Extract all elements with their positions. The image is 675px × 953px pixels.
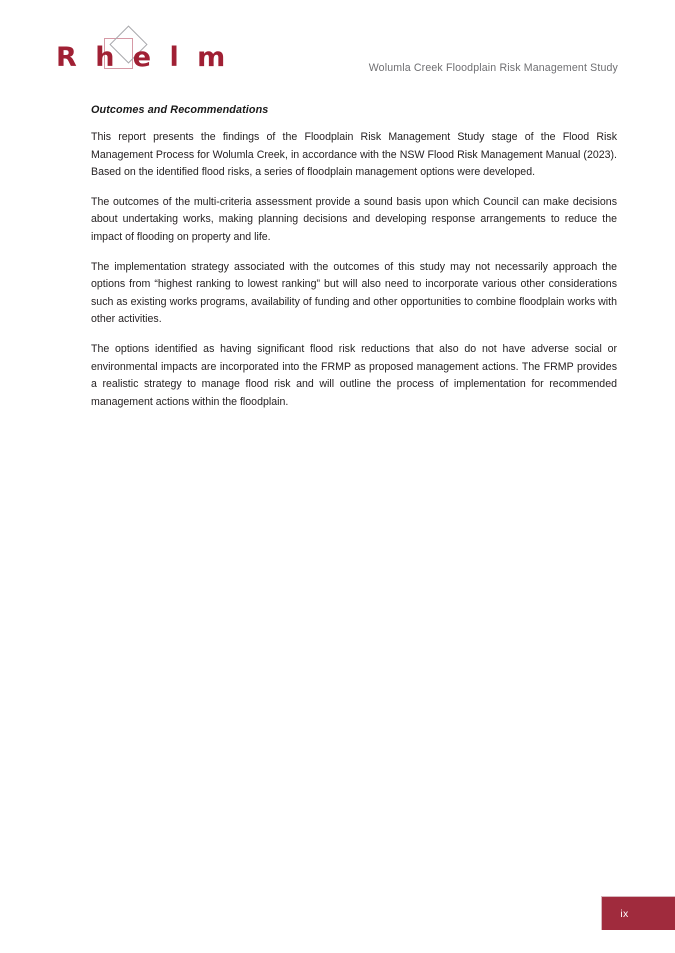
page-header bbox=[0, 0, 675, 96]
body-paragraph: The implementation strategy associated with the outcomes of this study may not necessarily approach the options from “highest ranking to lowest ranking” but will also need to incorporate various other considerations such as existing works programs, availability of funding and other opportunities to combine floodplain works with other activities. bbox=[91, 260, 617, 326]
section-heading: Outcomes and Recommendations bbox=[91, 104, 269, 116]
logo-wordmark: R h e l m bbox=[56, 42, 230, 73]
page-number: ix bbox=[620, 907, 629, 920]
body-paragraph: The outcomes of the multi-criteria assessment provide a sound basis upon which Council can make decisions about undertaking works, making planning decisions and developing response arrangements to reduce the impact of flooding on property and life. bbox=[91, 195, 617, 243]
footer-page-number-box bbox=[601, 896, 675, 930]
body-paragraph: The options identified as having significant flood risk reductions that also do not have adverse social or environmental impacts are incorporated into the FRMP as proposed management actions. The FRMP provides a realistic strategy to manage flood risk and will outline the process of implementation for recommended management actions within the floodplain. bbox=[91, 342, 617, 408]
body-paragraph: This report presents the findings of the Floodplain Risk Management Study stage of the Flood Risk Management Process for Wolumla Creek, in accordance with the NSW Flood Risk Management Manual (2023). Based on the identified flood risks, a series of floodplain management options were developed. bbox=[91, 131, 617, 179]
running-header-title: Wolumla Creek Floodplain Risk Management Study bbox=[368, 62, 618, 74]
rhelm-logo bbox=[56, 26, 256, 86]
page-content bbox=[91, 104, 617, 411]
